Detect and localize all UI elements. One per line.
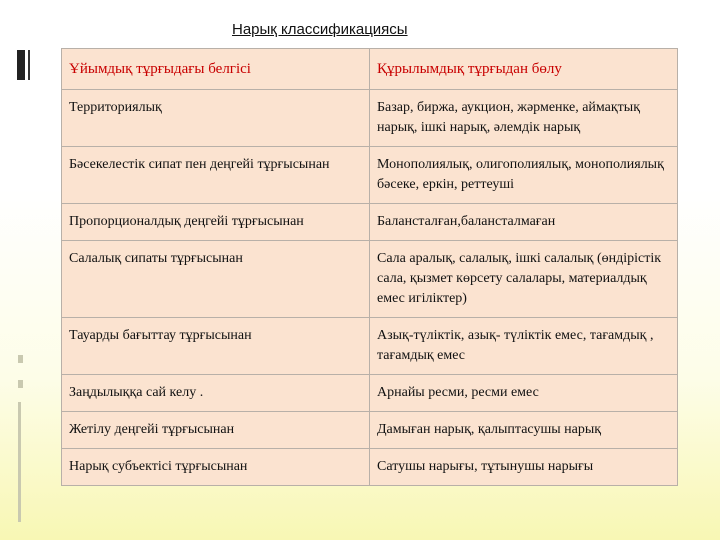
slide-decor-line [28,50,30,80]
table-row [62,204,678,241]
table-row [62,147,678,204]
slide-decor-block [18,355,23,363]
table-row [62,449,678,486]
slide-decor-block [18,380,23,388]
table-row [62,241,678,318]
table-cell: Пропорционалдық деңгейі тұрғысынан [62,204,370,241]
table-cell: Сала аралық, салалық, ішкі салалық (өндірістік сала, қызмет көрсету салалары, материалдық емес игіліктер) [370,241,678,318]
slide-title: Нарық классификациясы [232,21,408,38]
table-cell: Дамыған нарық, қалыптасушы нарық [370,412,678,449]
table-cell: Бәсекелестік сипат пен деңгейі тұрғысынан [62,147,370,204]
slide-decor-bar [17,50,25,80]
table-cell: Заңдылыққа сай келу . [62,375,370,412]
header-cell: Құрылымдық тұрғыдан бөлу [370,49,678,90]
table-cell: Сатушы нарығы, тұтынушы нарығы [370,449,678,486]
table-header-row [62,49,678,90]
slide-decor-line [18,402,21,522]
table-cell: Салалық сипаты тұрғысынан [62,241,370,318]
table-row [62,318,678,375]
header-cell: Ұйымдық тұрғыдағы белгісі [62,49,370,90]
table-cell: Балансталған,балансталмаған [370,204,678,241]
table-cell: Жетілу деңгейі тұрғысынан [62,412,370,449]
classification-table [61,48,678,486]
table-cell: Азық-түліктік, азық- түліктік емес, тағамдық , тағамдық емес [370,318,678,375]
table-cell: Монополиялық, олигополиялық, монополиялық бәсеке, еркін, реттеуші [370,147,678,204]
table-cell: Нарық субъектісі тұрғысынан [62,449,370,486]
table-cell: Арнайы ресми, ресми емес [370,375,678,412]
table-row [62,90,678,147]
table-row [62,375,678,412]
table-cell: Базар, биржа, аукцион, жәрменке, аймақтық нарық, ішкі нарық, әлемдік нарық [370,90,678,147]
table-cell: Тауарды бағыттау тұрғысынан [62,318,370,375]
table-cell: Территориялық [62,90,370,147]
table-row [62,412,678,449]
